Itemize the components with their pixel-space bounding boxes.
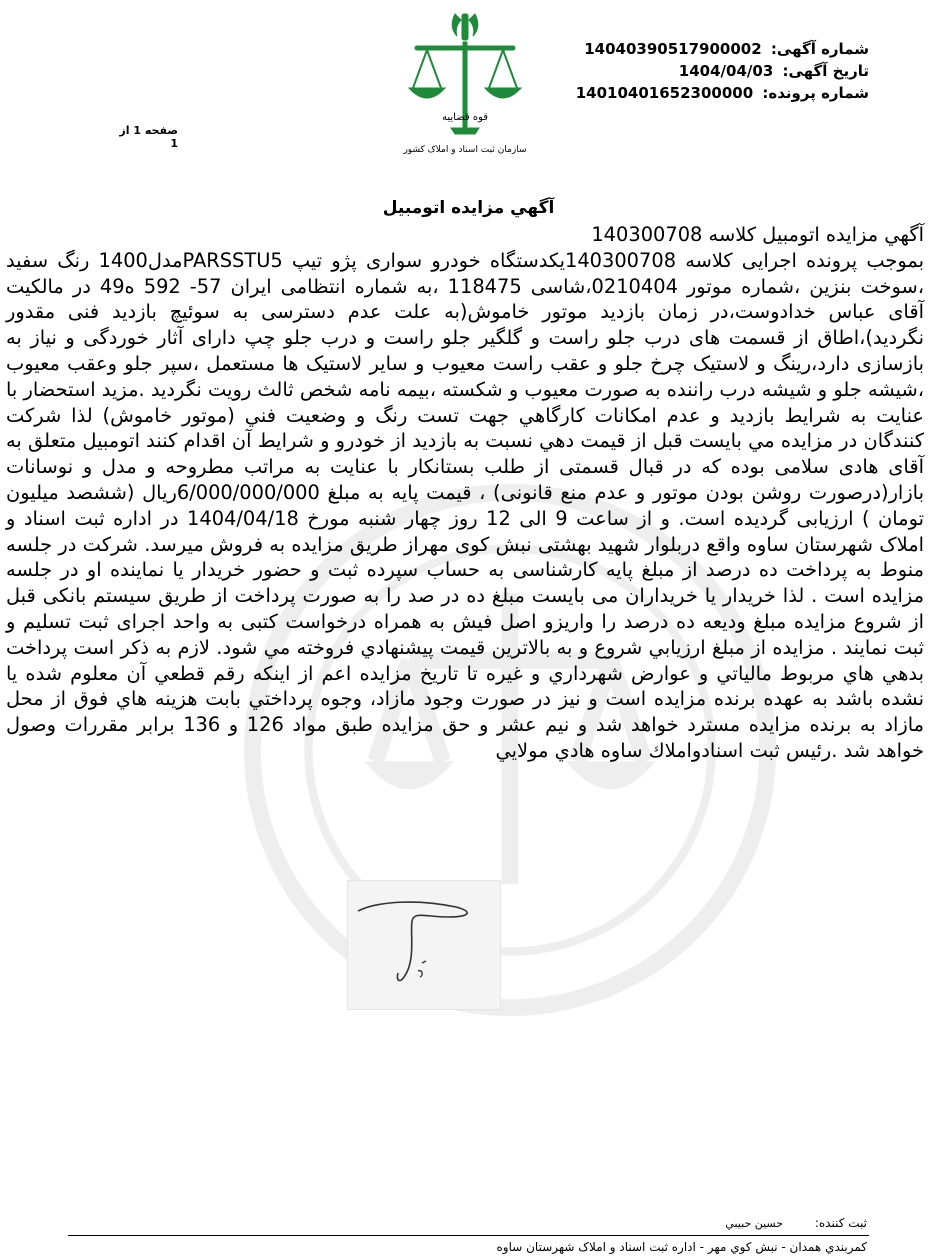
ad-number-value: 14040390517900002	[584, 40, 762, 58]
office-address: کمربندي همدان - نبش کوي مهر - اداره ثبت اسناد و املاک شهرستان ساوه	[496, 1240, 867, 1254]
case-number-row	[539, 82, 869, 104]
ad-date-label: تاریخ آگهی:	[782, 62, 869, 80]
notice-body	[6, 222, 924, 764]
notice-heading-line: آگهي مزايده اتومبيل کلاسه 140300708	[591, 223, 924, 246]
emblem-caption-2: سازمان ثبت اسناد و املاک کشور	[403, 145, 527, 155]
case-number-label: شماره پرونده:	[762, 84, 869, 102]
page-info: صفحه 1 از 1	[119, 124, 178, 150]
ad-number-row	[539, 38, 869, 60]
case-number-value: 14010401652300000	[575, 84, 754, 102]
registrar-name: حسين حبيبي	[725, 1217, 784, 1230]
footer-divider	[68, 1235, 869, 1236]
handwritten-signature-icon	[348, 881, 500, 1009]
ad-header-info	[539, 38, 869, 104]
ad-number-label: شماره آگهی:	[770, 40, 869, 58]
ad-date-value: 1404/04/03	[678, 62, 774, 80]
judiciary-emblem-icon	[385, 8, 545, 158]
registrar-label: ثبت کننده:	[814, 1216, 867, 1230]
ad-date-row	[539, 60, 869, 82]
notice-paragraph: بموجب پرونده اجرایی کلاسه 140300708یکدستگاه خودرو سواری پژو تیپ PARSSTU5مدل1400 رنگ سفید ،سوخت بنزین ،شماره موتور 0210404،شاسی 118475 ،به شماره انتظامی ایران 57- 592 ه49 در مالکیت آقای عباس خدادوست،در زمان بازدید موتور خاموش(به علت عدم دسترسی به سوئیچ بازدید فنی مقدور نگردید)،اطاق از قسمت های درب جلو راست و گلگیر جلو راست و درب جلو چپ دارای آثار خوردگی و نیاز به بازسازی دارد،رینگ و لاستیک چرخ جلو و عقب راست معیوب و سایر لاستیک ها مستعمل ،سپر جلو وعقب معیوب ،شیشه جلو و شیشه درب راننده به صورت معیوب و شکسته ،بیمه نامه شخص ثالث رویت نگردید .مزید استحضار با عنایت به شرایط بازدید و عدم امکانات کارگاهي جهت تست رنگ و وضعیت فني (موتور خاموش) لذا شرکت کنندگان در مزايده مي بايست قبل از قيمت دهي نسبت به بازديد از خودرو و شرايط آن اقدام کنند اتومبیل متعلق به آقای هادی سلامی بوده که در قبال قسمتی از طلب بستانکار با عنایت به مراتب مطروحه و مدل و نوسانات بازار(درصورت روشن بودن موتور و عدم منع قانونی) ، قیمت پایه به مبلغ 6/000/000/000ریال (ششصد میلیون تومان ) ارزیابی گردیده است. و از ساعت 9 الی 12 روز چهار شنبه مورخ 1404/04/18 در اداره ثبت اسناد و املاک شهرستان ساوه واقع دربلوار شهید بهشتی نبش کوی مهراز طریق مزایده به فروش میرسد. شرکت در جلسه منوط به پرداخت ده درصد از مبلغ پایه کارشناسی به حساب سپرده ثبت و حضور خریدار یا نماینده او در جلسه مزایده است . لذا خریدار یا خریداران می بایست مبلغ ده در صد را به صورت پرداخت از طریق سیستم بانکی قبل از شروع مزایده مبلغ ودیعه ده درصد را واریزو اصل فیش به همراه درخواست کتبی به واحد اجرای ثبت تسلیم و ثبت نمایند . مزايده از مبلغ ارزيابي شروع و به بالاترين قيمت پيشنهادي فروخته مي شود. لازم به ذكر است پرداخت بدهي هاي مربوط مالياتي و عوارض شهرداري و غيره تا تاريخ مزايده اعم از اينكه رقم قطعي آن معلوم شده يا نشده باشد به عهده برنده مزايده است و نيز در صورت وجود مازاد، وجوه پرداختي بابت هزينه هاي فوق از محل مازاد به برنده مزايده مسترد خواهد شد و نيم عشر و حق مزايده طبق مواد 126 و 136 برابر مقررات وصول خواهد شد .رئيس ثبت اسنادواملاك ساوه هادي مولايي	[6, 248, 924, 762]
emblem-caption-1: قوه قضاییه	[441, 112, 489, 123]
signature-image	[347, 880, 501, 1010]
registrar-info	[725, 1216, 867, 1230]
page-title: آگهي مزايده اتومبيل	[382, 198, 555, 218]
